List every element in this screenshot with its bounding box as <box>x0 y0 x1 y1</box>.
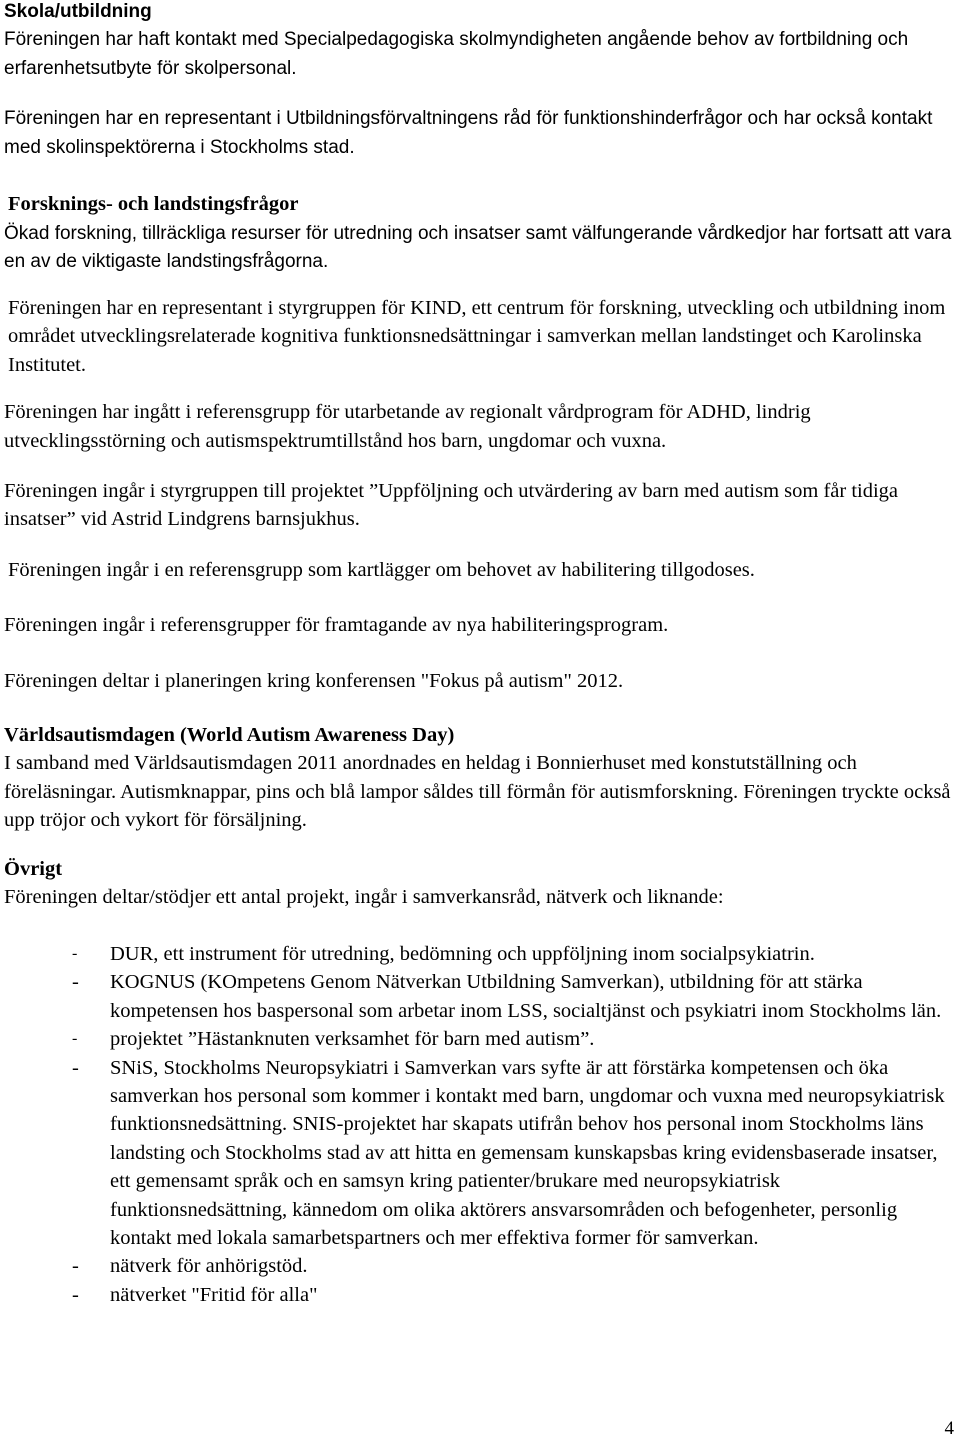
paragraph: Föreningen ingår i styrgruppen till projektet ”Uppföljning och utvärdering av barn med autism som får tidiga insatser” vid Astrid Lindgrens barnsjukhus. <box>4 480 899 531</box>
paragraph: Föreningen deltar i planeringen kring konferensen "Fokus på autism" 2012. <box>4 669 624 692</box>
paragraph: Föreningen ingår i referensgrupper för framtagande av nya habiliteringsprogram. <box>4 614 669 637</box>
heading-varldsautism: Världsautismdagen (World Autism Awareness Day) <box>4 724 455 746</box>
list-dash: - <box>72 971 79 994</box>
section-skola <box>4 0 954 162</box>
section-forskning <box>4 190 954 218</box>
page-number: 4 <box>944 1418 954 1439</box>
paragraph: I samband med Världsautismdagen 2011 anordnades en heldag i Bonnierhuset med konstutställning och föreläsningar. Autismknappar, pins och blå lampor såldes till förmån för autismforskning. Föreningen tryckte också upp tröjor och vykort för försäljning. <box>4 752 951 832</box>
list-dash: - <box>72 1056 79 1079</box>
paragraph: Ökad forskning, tillräckliga resurser för utredning och insatser samt välfungerande vårdkedjor har fortsatt att vara en av de viktigaste landstingsfrågorna. <box>4 223 952 273</box>
list-dash: - <box>72 1255 79 1278</box>
paragraph: Föreningen ingår i en referensgrupp som kartlägger om behovet av habilitering tillgodoses. <box>8 558 755 581</box>
list-dash: - <box>72 945 78 962</box>
list-item: - nätverk för anhörigstöd. <box>0 1252 958 1280</box>
section-varldsautism <box>4 721 954 835</box>
list-item: - nätverket "Fritid för alla" <box>0 1281 958 1309</box>
paragraph: Föreningen deltar/stödjer ett antal projekt, ingår i samverkansråd, nätverk och liknande: <box>4 886 724 909</box>
forskning-body <box>4 294 954 695</box>
section-ovrigt <box>4 855 954 912</box>
heading-ovrigt: Övrigt <box>4 858 63 880</box>
paragraph: Föreningen har en representant i Utbildningsförvaltningens råd för funktionshinderfrågor och har också kontakt med skolinspektörerna i Stockholms stad. <box>4 108 933 158</box>
ovrigt-list <box>0 940 960 1309</box>
forskning-intro <box>4 220 954 277</box>
paragraph: Föreningen har ingått i referensgrupp för utarbetande av regionalt vårdprogram för ADHD, lindrig utvecklingsstörning och autismspektrumtillstånd hos barn, ungdomar och vuxna. <box>4 401 811 452</box>
list-item: - KOGNUS (KOmpetens Genom Nätverkan Utbildning Samverkan), utbildning för att stärka kompetensen hos baspersonal som arbetar inom LSS, socialtjänst och psykiatri inom Stockholms län. <box>0 968 958 1025</box>
list-item: - projektet ”Hästanknuten verksamhet för barn med autism”. <box>0 1025 958 1053</box>
heading-forskning: Forsknings- och landstingsfrågor <box>8 193 299 215</box>
heading-skola: Skola/utbildning <box>4 1 152 22</box>
list-dash: - <box>72 1283 79 1306</box>
list-dash: - <box>72 1030 78 1048</box>
paragraph: Föreningen har en representant i styrgruppen för KIND, ett centrum för forskning, utveckling och utbildning inom området utvecklingsrelaterade kognitiva funktionsnedsättningar i samverkan mellan landstinget och Karolinska Institutet. <box>8 297 946 376</box>
list-item: - DUR, ett instrument för utredning, bedömning och uppföljning inom socialpsykiatrin. <box>0 940 958 968</box>
list-item: - SNiS, Stockholms Neuropsykiatri i Samverkan vars syfte är att förstärka kompetensen och öka samverkan hos personal som kommer i kontakt med barn, ungdomar och vuxna med neuropsykiatrisk funktionsnedsättning. SNIS-projektet har skapats utifrån behov hos personal inom Stockholms läns landsting och Stockholms stad av att hitta en gemensam kunskapsbas kring evidensbaserade insatser, ett gemensamt språk och en samsyn kring patienter/brukare med neuropsykiatrisk funktionsnedsättning, kännedom om olika aktörers ansvarsområden och befogenheter, personlig kontakt med lokala samarbetspartners och mer effektiva former för samverkan. <box>0 1054 958 1253</box>
paragraph: Föreningen har haft kontakt med Specialpedagogiska skolmyndigheten angående behov av fortbildning och erfarenhetsutbyte för skolpersonal. <box>4 29 909 79</box>
